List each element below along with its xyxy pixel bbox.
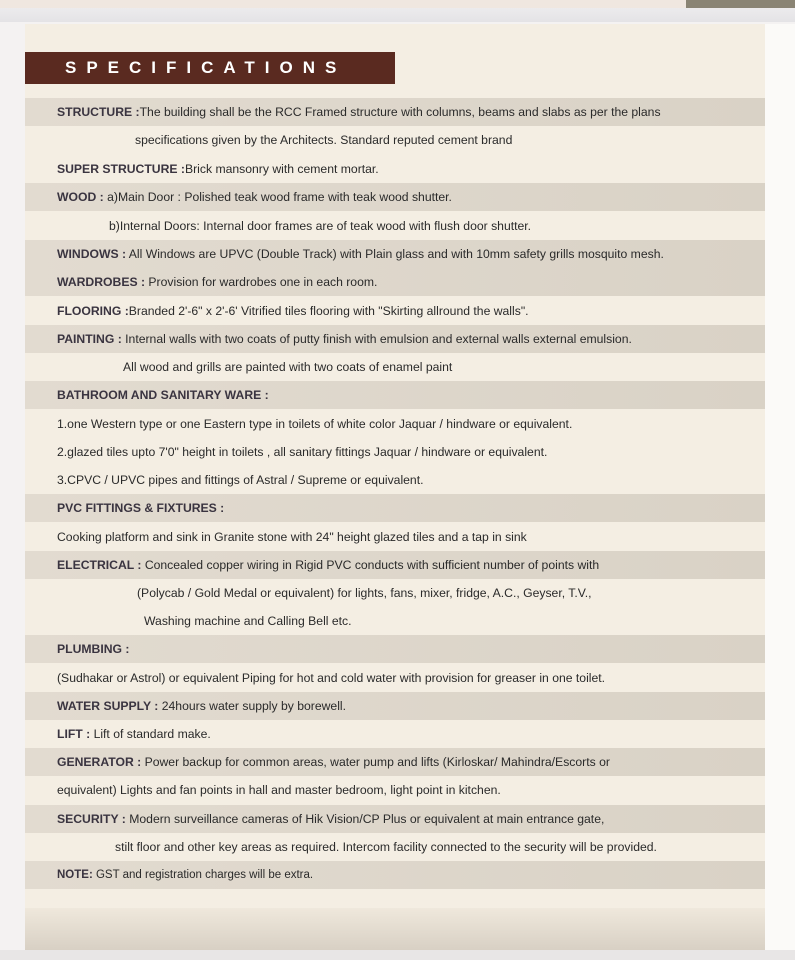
spec-row-electrical-cont1 [25, 579, 765, 607]
spec-key-windows: WINDOWS : [57, 247, 127, 261]
spec-key-flooring: FLOORING : [57, 304, 129, 318]
spec-value-electrical-cont2: Washing machine and Calling Bell etc. [144, 614, 352, 628]
spec-row-painting [25, 325, 765, 353]
spec-key-painting: PAINTING : [57, 332, 122, 346]
spec-row-security [25, 805, 765, 833]
spec-value-note: GST and registration charges will be extra. [95, 869, 314, 881]
spec-row-electrical-cont2 [25, 607, 765, 635]
spec-value-lift: Lift of standard make. [93, 727, 211, 741]
spec-key-wardrobes: WARDROBES : [57, 275, 146, 289]
spec-row-lift [25, 720, 765, 748]
section-title: SPECIFICATIONS [25, 52, 395, 84]
spec-key-bathroom: BATHROOM AND SANITARY WARE : [57, 388, 269, 402]
spec-value-electrical: Concealed copper wiring in Rigid PVC conducts with sufficient number of points with [144, 558, 600, 572]
spec-row-bathroom-2 [25, 438, 765, 466]
spec-value-windows: All Windows are UPVC (Double Track) with Plain glass and with 10mm safety grills mosquito mesh. [128, 247, 664, 261]
spec-row-generator-cont [25, 776, 765, 804]
spec-row-note [25, 861, 765, 889]
spec-row-pvc [25, 494, 765, 522]
spec-row-bathroom-3 [25, 466, 765, 494]
spec-row-windows [25, 240, 765, 268]
spec-value-electrical-cont1: (Polycab / Gold Medal or equivalent) for lights, fans, mixer, fridge, A.C., Geyser, T.V., [137, 586, 592, 600]
spec-key-lift: LIFT : [57, 727, 91, 741]
specifications-panel [25, 24, 765, 950]
spec-value-super-structure: Brick mansonry with cement mortar. [184, 162, 379, 176]
spec-row-wood [25, 183, 765, 211]
spec-row-structure-cont [25, 126, 765, 154]
spec-row-pvc-value [25, 523, 765, 551]
top-bar-accent [686, 0, 795, 8]
spec-row-generator [25, 748, 765, 776]
spec-row-electrical [25, 551, 765, 579]
top-bar [0, 0, 795, 8]
spec-row-bathroom-1 [25, 410, 765, 438]
spec-row-structure [25, 98, 765, 126]
spec-key-water-supply: WATER SUPPLY : [57, 699, 159, 713]
spec-value-bathroom-3: 3.CPVC / UPVC pipes and fittings of Astral / Supreme or equivalent. [57, 473, 424, 487]
top-divider [0, 8, 795, 22]
spec-value-pvc: Cooking platform and sink in Granite stone with 24" height glazed tiles and a tap in sink [57, 530, 527, 544]
spec-key-generator: GENERATOR : [57, 755, 142, 769]
spec-row-wood-cont [25, 212, 765, 240]
spec-row-plumbing-value [25, 664, 765, 692]
spec-key-security: SECURITY : [57, 812, 126, 826]
spec-value-generator: Power backup for common areas, water pump and lifts (Kirloskar/ Mahindra/Escorts or [144, 755, 610, 769]
spec-value-wood-cont: b)Internal Doors: Internal door frames are of teak wood with flush door shutter. [109, 219, 532, 233]
spec-value-structure: The building shall be the RCC Framed structure with columns, beams and slabs as per the plans [139, 105, 661, 119]
spec-value-security-cont: stilt floor and other key areas as required. Intercom facility connected to the security will be provided. [115, 840, 657, 854]
spec-row-bathroom [25, 381, 765, 409]
spec-key-structure: STRUCTURE : [57, 105, 140, 119]
spec-row-super-structure [25, 155, 765, 183]
spec-row-painting-cont [25, 353, 765, 381]
spec-key-pvc: PVC FITTINGS & FIXTURES : [57, 501, 225, 515]
spec-value-bathroom-2: 2.glazed tiles upto 7'0" height in toilets , all sanitary fittings Jaquar / hindware or equivalent. [57, 445, 548, 459]
spec-key-electrical: ELECTRICAL : [57, 558, 142, 572]
spec-key-wood: WOOD : [57, 190, 104, 204]
spec-value-wardrobes: Provision for wardrobes one in each room. [148, 275, 378, 289]
spec-value-plumbing: (Sudhakar or Astrol) or equivalent Piping for hot and cold water with provision for greaser in one toilet. [57, 671, 606, 685]
spec-key-note: NOTE: [57, 869, 93, 881]
spec-value-water-supply: 24hours water supply by borewell. [161, 699, 347, 713]
spec-value-painting: Internal walls with two coats of putty finish with emulsion and external walls external emulsion. [125, 332, 632, 346]
spec-value-structure-cont: specifications given by the Architects. Standard reputed cement brand [135, 133, 513, 147]
panel-footer-band [25, 908, 765, 950]
spec-value-painting-cont: All wood and grills are painted with two coats of enamel paint [123, 360, 453, 374]
spec-row-plumbing [25, 635, 765, 663]
spec-key-plumbing: PLUMBING : [57, 642, 130, 656]
right-margin-strip [765, 24, 795, 950]
spec-row-flooring [25, 297, 765, 325]
spec-row-water-supply [25, 692, 765, 720]
spec-row-security-cont [25, 833, 765, 861]
spec-value-security: Modern surveillance cameras of Hik Vision/CP Plus or equivalent at main entrance gate, [129, 812, 605, 826]
spec-value-bathroom-1: 1.one Western type or one Eastern type in toilets of white color Jaquar / hindware or equivalent. [57, 417, 573, 431]
spec-value-wood: a)Main Door : Polished teak wood frame with teak wood shutter. [107, 190, 452, 204]
spec-row-wardrobes [25, 268, 765, 296]
spec-value-generator-cont: equivalent) Lights and fan points in hall and master bedroom, light point in kitchen. [57, 783, 501, 797]
spec-key-super-structure: SUPER STRUCTURE : [57, 162, 185, 176]
bottom-strip [0, 950, 795, 960]
spec-value-flooring: Branded 2'-6" x 2'-6' Vitrified tiles flooring with "Skirting allround the walls". [128, 304, 529, 318]
